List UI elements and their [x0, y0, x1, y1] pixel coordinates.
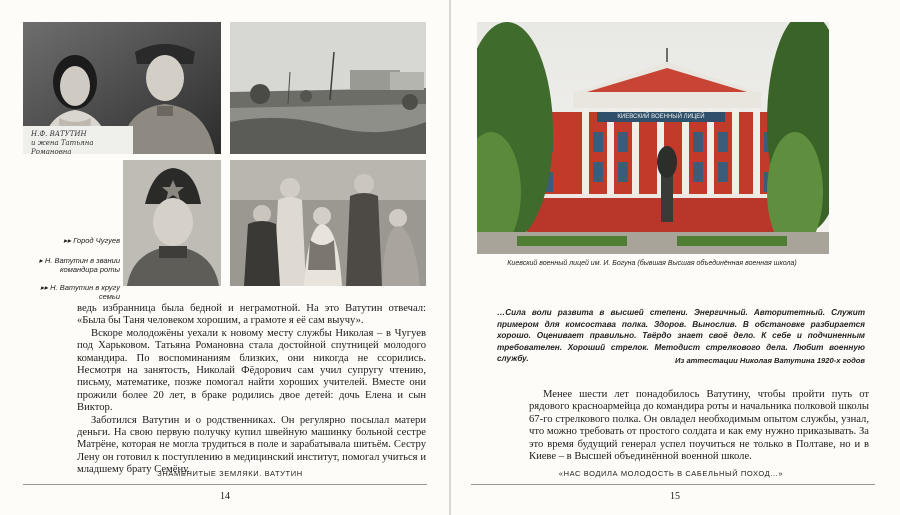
paragraph: Менее шести лет понадобилось Ватутину, чтобы пройти путь от рядового красноармейца до командира роты и начальника полковой школы 67-го стрелкового полка. Он овладел необходимым опытом службы, узнал, что можно требовать от простого солдата и как ему нужно приказывать. За это время будущий генерал успел поучиться не только в Полтаве, но и в Киеве – в Высшей объединённой военной школе. — [529, 389, 869, 463]
paragraph: ведь избранница была бедной и неграмотной. На это Ватутин отвечал: «Была бы Таня человеком хорошим, а грамоте я её сам выучу». — [77, 303, 426, 327]
building-sign: КИЕВСКИЙ ВОЕННЫЙ ЛИЦЕЙ — [597, 112, 725, 122]
photo-couple-portrait — [23, 22, 221, 154]
photo-military-lyceum — [477, 22, 829, 254]
footer-rule-left — [23, 484, 427, 485]
right-page — [451, 0, 900, 515]
caption-town: ▸▸ Город Чугуев — [63, 236, 120, 245]
photo-captions — [20, 236, 120, 308]
caption-commander: ▸ Н. Ватутин в звании командира роты — [39, 255, 120, 274]
right-body-text — [529, 389, 869, 463]
running-footer-right: «НАС ВОДИЛА МОЛОДОСТЬ В САБЕЛЬНЫЙ ПОХОД…» — [558, 469, 784, 478]
page-number-left: 14 — [220, 491, 230, 502]
paragraph: Заботился Ватутин и о родственниках. Он регулярно посылал матери деньги. На свою первую получку купил швейную машинку больной сестре Матрёне, которая не могла трудиться в поле и зарабатывала шитьём. Сестру Лену он готовил к поступлению в медицинский институт, помогал учиться и младшему брату Семёну. — [77, 414, 426, 476]
photo-caption: Киевский военный лицей им. И. Богуна (бывшая Высшая объединённая военная школа) — [507, 260, 797, 267]
photo-town-chuguev — [230, 22, 426, 154]
attestation-quote: …Сила воли развита в высшей степени. Энергичный. Авторитетный. Служит примером для комсостава полка. Здоров. Вынослив. В обстановке разбирается хорошо. Оценивает правильно. Твёрдо знает своё дело. К себе и подчиненным требователен. Хороший стрелок. Методист стрелкового дела. Любит военную службу. — [497, 308, 865, 364]
left-body-text — [77, 303, 426, 477]
photo-inscription: Н.Ф. ВАТУТИН и жена Татьяна Романовна — [31, 130, 94, 154]
caption-family: ▸▸ Н. Ватутин в кругу семьи — [40, 282, 120, 301]
photo-commander-portrait — [123, 160, 221, 286]
quote-source: Из аттестации Николая Ватутина 1920-х годов — [675, 356, 865, 365]
photo-family-group — [230, 160, 426, 286]
paragraph: Вскоре молодожёны уехали к новому месту службы Николая – в Чугуев под Харьковом. Татьяна Романовна стала достойной спутницей молодого командира. По воспоминаниям близких, они никогда не ссорились. Несмотря на занятость, Николай Фёдорович сам учил супругу чтению, письму, математике, позже помогал найти хороших учителей. Вместе они прожили более 20 лет, в браке родились двое детей: дочь Елена и сын Виктор. — [77, 327, 426, 414]
footer-rule-right — [471, 484, 875, 485]
left-page — [0, 0, 449, 515]
page-number-right: 15 — [670, 491, 680, 502]
running-footer-left: ЗНАМЕНИТЫЕ ЗЕМЛЯКИ. ВАТУТИН — [157, 469, 303, 478]
